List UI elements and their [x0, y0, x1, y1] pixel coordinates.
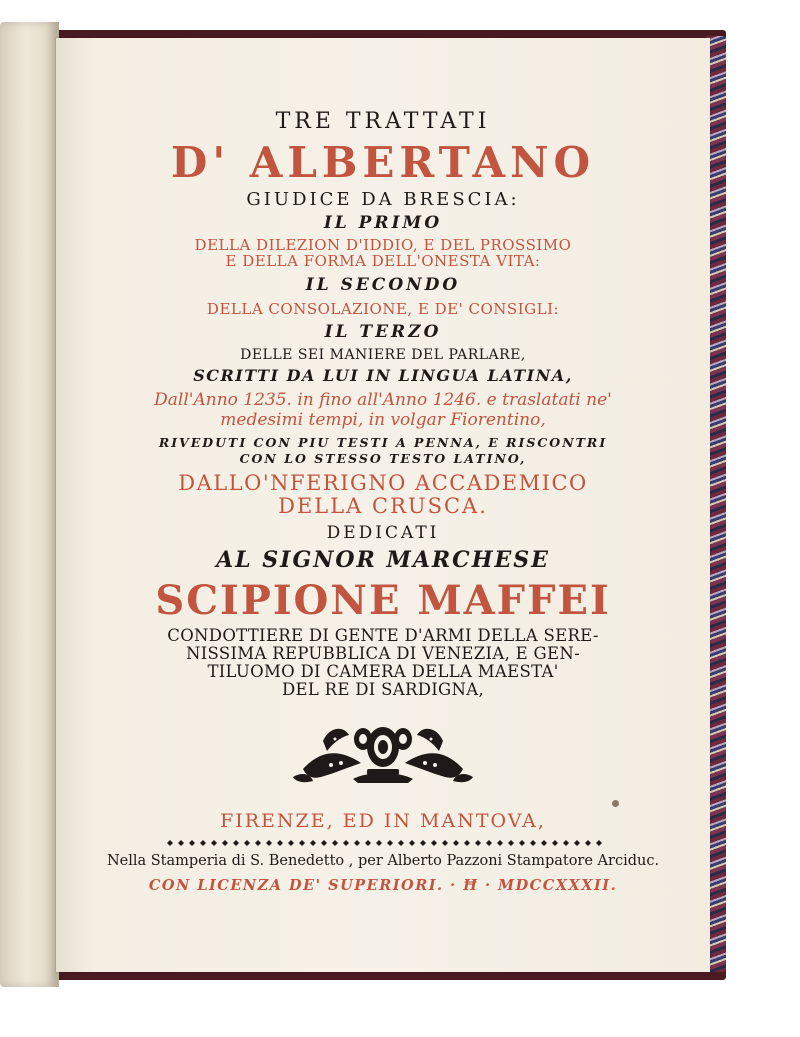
rule-fleuron: [266, 840, 272, 846]
title-line-16: DALLO'NFERIGNO ACCADEMICO: [178, 470, 588, 495]
rule-fleuron: [222, 840, 228, 846]
title-line-13: medesimi tempi, in volgar Fiorentino,: [220, 410, 546, 431]
floral-vignette-icon: [283, 717, 483, 785]
rule-fleuron: [288, 840, 294, 846]
rule-fleuron: [167, 840, 173, 846]
title-line-9: IL TERZO: [324, 322, 442, 343]
title-line-24: DEL RE DI SARDIGNA,: [281, 680, 485, 700]
title-line-10: DELLE SEI MANIERE DEL PARLARE,: [240, 346, 526, 363]
title-line-22: NISSIMA REPUBBLICA DI VENEZIA, E GEN-: [186, 643, 580, 663]
rule-fleuron: [178, 840, 184, 846]
rule-fleuron: [398, 840, 404, 846]
rule-fleuron: [464, 840, 470, 846]
rule-fleuron: [277, 840, 283, 846]
rule-fleuron: [310, 840, 316, 846]
rule-fleuron: [332, 840, 338, 846]
title-text-block: [56, 104, 710, 894]
rule-fleuron: [420, 840, 426, 846]
rule-fleuron: [453, 840, 459, 846]
title-line-19: AL SIGNOR MARCHESE: [216, 547, 550, 574]
ornamental-rule: [163, 838, 603, 848]
rule-fleuron: [519, 840, 525, 846]
rule-fleuron: [376, 840, 382, 846]
title-line-2: D' ALBERTANO: [170, 138, 596, 188]
title-line-3: GIUDICE DA BRESCIA:: [246, 189, 520, 211]
rule-fleuron: [563, 840, 569, 846]
rule-fleuron: [596, 840, 602, 846]
title-line-18: DEDICATI: [326, 522, 440, 543]
rule-fleuron: [211, 840, 217, 846]
title-line-23: TILUOMO DI CAMERA DELLA MAESTA': [207, 661, 559, 681]
rule-fleuron: [497, 840, 503, 846]
rule-fleuron: [354, 840, 360, 846]
imprint-printer: Nella Stamperia di S. Benedetto , per Alberto Pazzoni Stampatore Arciduc.: [106, 853, 660, 870]
title-line-11: SCRITTI DA LUI IN LINGUA LATINA,: [193, 366, 573, 386]
rule-fleuron: [530, 840, 536, 846]
title-line-15: CON LO STESSO TESTO LATINO,: [239, 450, 527, 466]
rule-fleuron: [343, 840, 349, 846]
rule-fleuron: [431, 840, 437, 846]
rule-fleuron: [299, 840, 305, 846]
title-line-8: DELLA CONSOLAZIONE, E DE' CONSIGLI:: [206, 299, 560, 318]
title-line-4: IL PRIMO: [323, 213, 443, 234]
rule-fleuron: [189, 840, 195, 846]
rule-fleuron: [409, 840, 415, 846]
rule-fleuron: [541, 840, 547, 846]
rule-fleuron: [574, 840, 580, 846]
title-line-14: RIVEDUTI CON PIU TESTI A PENNA, E RISCONTRI: [158, 435, 608, 451]
rule-fleuron: [255, 840, 261, 846]
imprint-license: CON LICENZA DE' SUPERIORI. · Ħ · MDCCXXXII.: [148, 877, 618, 895]
title-line-1: TRE TRATTATI: [275, 109, 491, 134]
rule-fleuron: [244, 840, 250, 846]
title-line-7: IL SECONDO: [305, 274, 461, 295]
title-line-5: DELLA DILEZION D'IDDIO, E DEL PROSSIMO: [194, 235, 572, 254]
title-line-17: DELLA CRUSCA.: [278, 493, 488, 518]
rule-fleuron: [475, 840, 481, 846]
rule-fleuron: [321, 840, 327, 846]
title-line-12: Dall'Anno 1235. in fino all'Anno 1246. e traslatati ne': [154, 389, 612, 410]
rule-fleuron: [200, 840, 206, 846]
rule-fleuron: [508, 840, 514, 846]
imprint-city: FIRENZE, ED IN MANTOVA,: [220, 810, 546, 833]
title-line-20: SCIPIONE MAFFEI: [155, 576, 611, 624]
rule-fleuron: [233, 840, 239, 846]
rule-fleuron: [486, 840, 492, 846]
rule-fleuron: [365, 840, 371, 846]
rule-fleuron: [552, 840, 558, 846]
rule-fleuron: [387, 840, 393, 846]
rule-fleuron: [442, 840, 448, 846]
title-line-6: E DELLA FORMA DELL'ONESTA VITA:: [225, 252, 541, 271]
left-page-edge: [0, 22, 59, 987]
title-line-21: CONDOTTIERE DI GENTE D'ARMI DELLA SERE-: [167, 625, 599, 645]
rule-fleuron: [585, 840, 591, 846]
